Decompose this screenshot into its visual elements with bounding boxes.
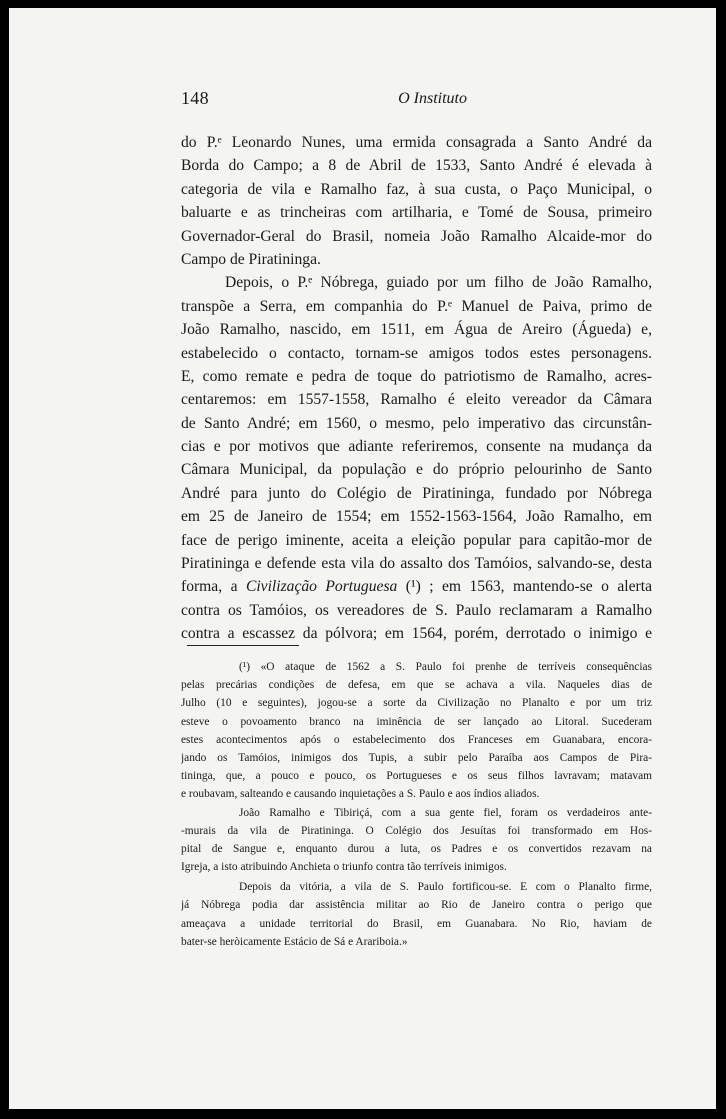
text-fragment: forma, a [181, 578, 246, 596]
text-line: Depois, o P.ᵉ Nóbrega, guiado por um filho de João Ramalho, [225, 274, 652, 292]
text-line: face de perigo iminente, aceita a eleição popular para capitão-mor de [181, 531, 652, 549]
footnotes [181, 658, 652, 951]
text-line: estabelecido o contacto, tornam-se amigos todos estes personagens. [181, 344, 652, 362]
footnote-line: jando os Tamóios, inimigos dos Tupis, a subir pelo Paraíba aos Campos de Pira- [181, 751, 652, 764]
text-line: contra os Tamóios, os vereadores de S. Paulo reclamaram a Ramalho [181, 601, 652, 619]
footnote-line: bater-se heròicamente Estácio de Sá e Arariboia.» [181, 935, 408, 948]
footnote-line: -murais da vila de Piratininga. O Colégio dos Jesuítas foi transformado em Hos- [181, 824, 652, 837]
footnote-line: e roubavam, salteando e causando inquietações a S. Paulo e aos índios aliados. [181, 788, 540, 801]
footnote-line: Igreja, a isto atribuindo Anchieta o triunfo contra tão terríveis inimigos. [181, 861, 507, 874]
text-line: Piratininga e defende esta vila do assalto dos Tamóios, salvando-se, desta [181, 555, 652, 573]
text-fragment: (¹) ; em 1563, mantendo-se o alerta [397, 578, 652, 596]
footnote-line: esteve o povoamento branco na iminência de ser lançado ao Litoral. Sucederam [181, 715, 652, 728]
footnote-line: João Ramalho e Tibiriçá, com a sua gente fiel, foram os verdadeiros ante- [239, 806, 652, 819]
footnote-divider [187, 645, 299, 646]
text-line: contra a escassez da pólvora; em 1564, porém, derrotado o inimigo e [181, 625, 652, 643]
footnote-line: (¹) «O ataque de 1562 a S. Paulo foi prenhe de terríveis consequências [239, 661, 652, 673]
text-line: Campo de Piratininga. [181, 250, 321, 268]
text-line: centaremos: em 1557-1558, Ramalho é eleito vereador da Câmara [181, 391, 652, 409]
footnote-line: já Nóbrega podia dar assistência militar ao Rio de Janeiro contra o perigo que [181, 899, 652, 912]
footnote-line: tininga, que, a pouco e pouco, os Portugueses e os seus filhos lavravam; matavam [181, 770, 652, 783]
text-line: de Santo André; em 1560, o mesmo, pelo imperativo das circunstân- [181, 414, 652, 432]
text-line: baluarte e as trincheiras com artilharia, e Tomé de Sousa, primeiro [181, 204, 652, 222]
text-line: do P.ᵉ Leonardo Nunes, uma ermida consagrada a Santo André da [181, 134, 652, 151]
page-header [181, 88, 467, 114]
text-line: cias e por motivos que adiante referiremos, consente na mudança da [181, 438, 652, 456]
text-line: Câmara Municipal, da população e do próprio pelourinho de Santo [181, 461, 652, 479]
italic-title: Civilização Portuguesa [245, 578, 398, 596]
text-line: E, como remate e pedra de toque do patriotismo de Ramalho, acres- [181, 367, 652, 385]
footnote-line: ameaçava a unidade territorial do Brasil, em Guanabara. No Rio, haviam de [181, 917, 652, 930]
footnote-line: Depois da vitória, a vila de S. Paulo fortificou-se. E com o Planalto firme, [239, 881, 652, 894]
text-line: André para junto do Colégio de Piratininga, fundado por Nóbrega [181, 484, 652, 502]
text-line: em 25 de Janeiro de 1554; em 1552-1563-1564, João Ramalho, em [181, 508, 652, 526]
main-text [181, 131, 652, 646]
text-line: Governador-Geral do Brasil, nomeia João Ramalho Alcaide-mor do [181, 227, 652, 245]
footnote-line: estes acontecimentos após o estabelecimento dos Franceses em Guanabara, encora- [181, 733, 652, 746]
text-line: categoria de vila e Ramalho faz, à sua custa, o Paço Municipal, o [181, 180, 652, 198]
book-page [9, 8, 716, 1109]
text-line: João Ramalho, nascido, em 1511, em Água de Areiro (Águeda) e, [181, 321, 652, 339]
text-line: Borda do Campo; a 8 de Abril de 1533, Santo André é elevada à [181, 157, 652, 175]
footnote-line: pelas precárias condições de defesa, em que se achava a vila. Naqueles dias de [181, 679, 652, 692]
page-number: 148 [181, 88, 209, 108]
text-line: transpõe a Serra, em companhia do P.ᵉ Manuel de Paiva, primo de [181, 297, 652, 315]
text-line-with-italic [181, 575, 652, 598]
footnote-line: Julho (10 e seguintes), jogou-se a sorte da Civilização no Planalto e por um triz [181, 697, 652, 710]
footnote-line: pital de Sangue e, enquanto durou a luta, os Padres e os convertidos rezavam na [181, 842, 652, 855]
running-title: O Instituto [398, 90, 467, 107]
